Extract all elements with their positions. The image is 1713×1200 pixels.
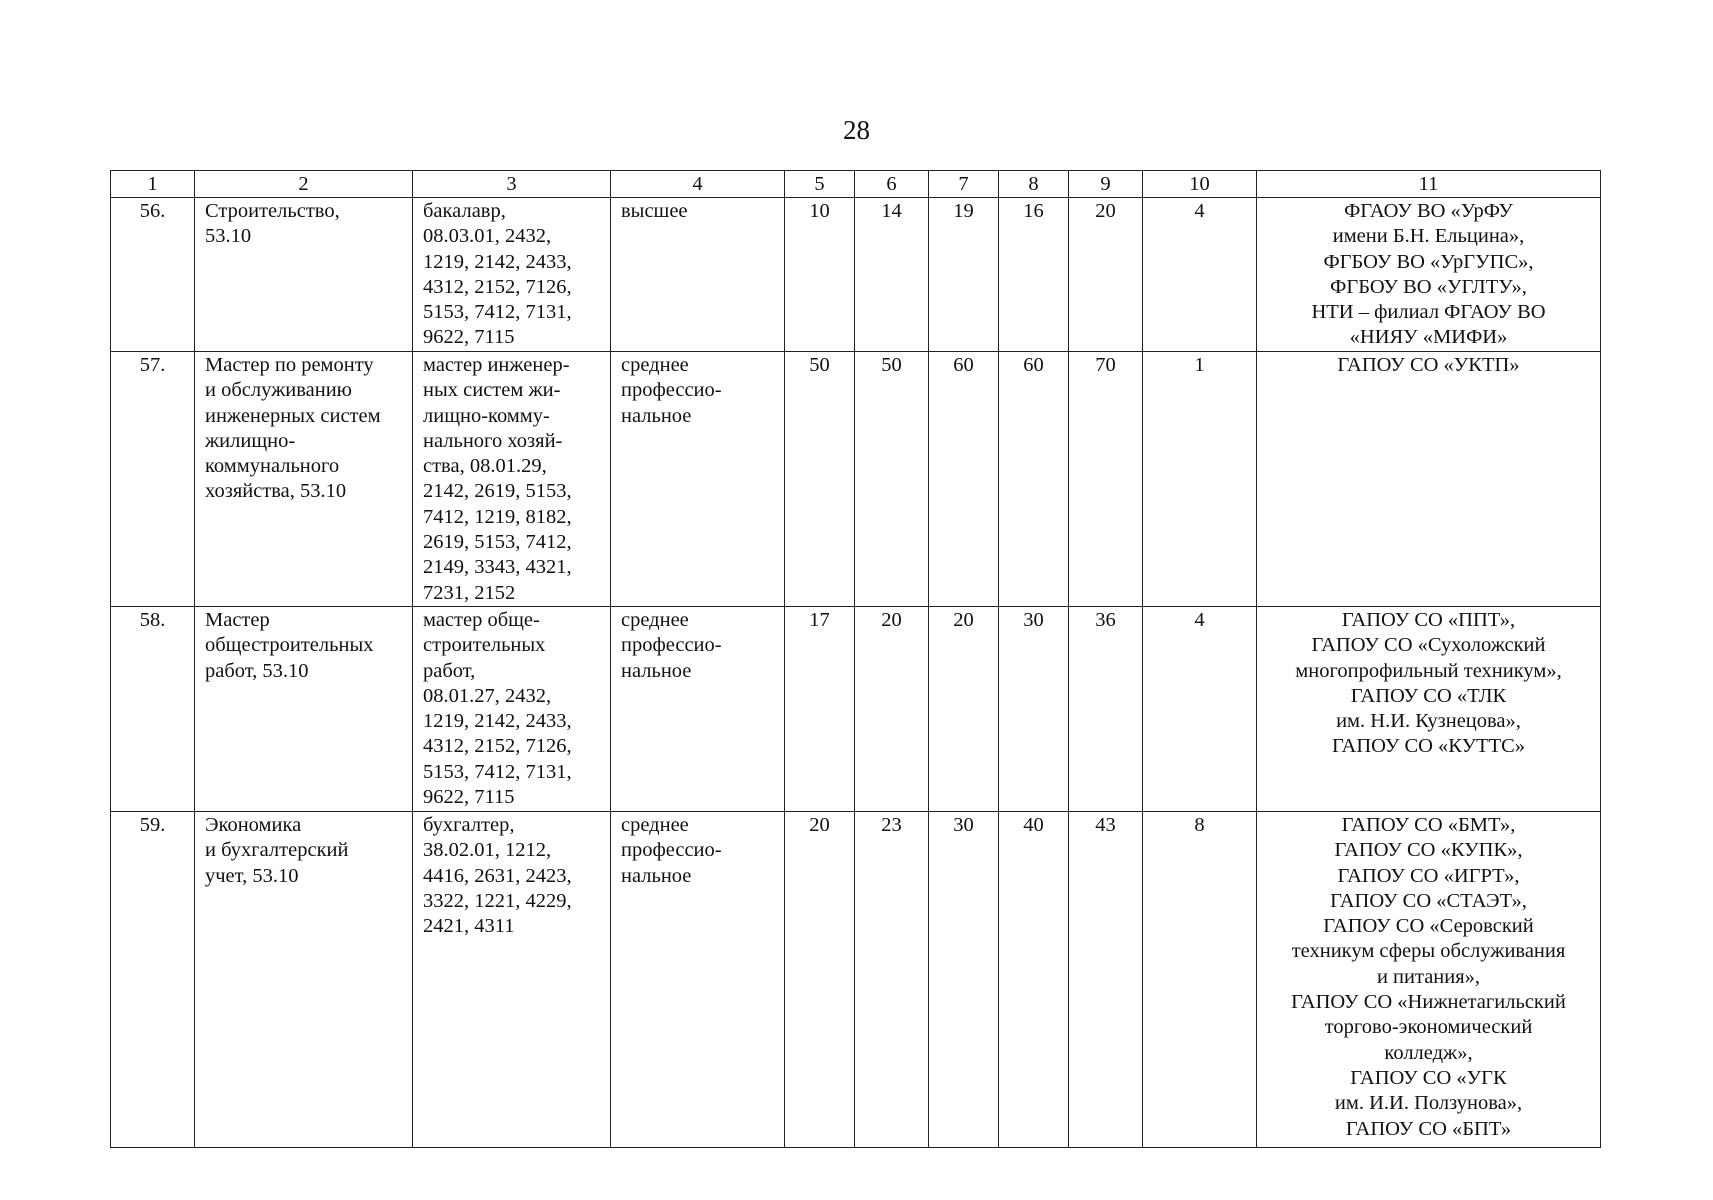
value-cell-9: 70	[1069, 352, 1143, 607]
qualification-cell: бакалавр, 08.03.01, 2432, 1219, 2142, 2433, 4312, 2152, 7126, 5153, 7412, 7131, 9622, 7115	[413, 198, 611, 352]
organizations-cell: ГАПОУ СО «ППТ», ГАПОУ СО «Сухоложский многопрофильный техникум», ГАПОУ СО «ТЛК им. Н.И. Кузнецова», ГАПОУ СО «КУТТС»	[1257, 606, 1601, 811]
header-cell: 3	[413, 171, 611, 198]
specialty-cell: Экономика и бухгалтерский учет, 53.10	[195, 811, 413, 1147]
education-level-cell: среднее профессио- нальное	[611, 352, 785, 607]
specialty-cell: Мастер общестроительных работ, 53.10	[195, 606, 413, 811]
value-cell-7: 30	[929, 811, 999, 1147]
table-row	[111, 352, 1601, 607]
value-cell-5: 50	[785, 352, 855, 607]
qualification-cell: мастер инженер- ных систем жи- лищно-комму- нального хозяй- ства, 08.01.29, 2142, 2619, 5153, 7412, 1219, 8182, 2619, 5153, 7412, 2149, 3343, 4321, 7231, 2152	[413, 352, 611, 607]
value-cell-7: 19	[929, 198, 999, 352]
value-cell-8: 60	[999, 352, 1069, 607]
header-cell: 5	[785, 171, 855, 198]
value-cell-10: 4	[1143, 198, 1257, 352]
value-cell-6: 23	[855, 811, 929, 1147]
value-cell-10: 8	[1143, 811, 1257, 1147]
header-cell: 4	[611, 171, 785, 198]
table-row	[111, 198, 1601, 352]
value-cell-8: 30	[999, 606, 1069, 811]
value-cell-6: 14	[855, 198, 929, 352]
row-number: 59.	[111, 811, 195, 1147]
education-level-cell: среднее профессио- нальное	[611, 811, 785, 1147]
value-cell-5: 17	[785, 606, 855, 811]
education-level-cell: среднее профессио- нальное	[611, 606, 785, 811]
header-row	[111, 171, 1601, 198]
value-cell-8: 40	[999, 811, 1069, 1147]
value-cell-6: 20	[855, 606, 929, 811]
value-cell-6: 50	[855, 352, 929, 607]
header-cell: 1	[111, 171, 195, 198]
header-cell: 2	[195, 171, 413, 198]
header-cell: 8	[999, 171, 1069, 198]
row-number: 58.	[111, 606, 195, 811]
table-row	[111, 606, 1601, 811]
qualification-cell: мастер обще- строительных работ, 08.01.27, 2432, 1219, 2142, 2433, 4312, 2152, 7126, 5153, 7412, 7131, 9622, 7115	[413, 606, 611, 811]
value-cell-7: 60	[929, 352, 999, 607]
header-cell: 11	[1257, 171, 1601, 198]
page-number: 28	[843, 115, 870, 145]
value-cell-5: 20	[785, 811, 855, 1147]
qualification-cell: бухгалтер, 38.02.01, 1212, 4416, 2631, 2423, 3322, 1221, 4229, 2421, 4311	[413, 811, 611, 1147]
specialty-cell: Строительство, 53.10	[195, 198, 413, 352]
specialty-cell: Мастер по ремонту и обслуживанию инженерных систем жилищно- коммунального хозяйства, 53.10	[195, 352, 413, 607]
value-cell-8: 16	[999, 198, 1069, 352]
row-number: 57.	[111, 352, 195, 607]
value-cell-7: 20	[929, 606, 999, 811]
data-table	[110, 170, 1601, 1148]
table-row	[111, 811, 1601, 1147]
value-cell-9: 36	[1069, 606, 1143, 811]
row-number: 56.	[111, 198, 195, 352]
header-cell: 7	[929, 171, 999, 198]
organizations-cell: ФГАОУ ВО «УрФУ имени Б.Н. Ельцина», ФГБОУ ВО «УрГУПС», ФГБОУ ВО «УГЛТУ», НТИ – филиал ФГАОУ ВО «НИЯУ «МИФИ»	[1257, 198, 1601, 352]
education-level-cell: высшее	[611, 198, 785, 352]
value-cell-5: 10	[785, 198, 855, 352]
organizations-cell: ГАПОУ СО «БМТ», ГАПОУ СО «КУПК», ГАПОУ СО «ИГРТ», ГАПОУ СО «СТАЭТ», ГАПОУ СО «Серовский техникум сферы обслуживания и питания», ГАПОУ СО «Нижнетагильский торгово-экономический колледж», ГАПОУ СО «УГК им. И.И. Ползунова», ГАПОУ СО «БПТ»	[1257, 811, 1601, 1147]
value-cell-10: 4	[1143, 606, 1257, 811]
value-cell-9: 43	[1069, 811, 1143, 1147]
organizations-cell: ГАПОУ СО «УКТП»	[1257, 352, 1601, 607]
header-cell: 10	[1143, 171, 1257, 198]
header-cell: 6	[855, 171, 929, 198]
value-cell-9: 20	[1069, 198, 1143, 352]
value-cell-10: 1	[1143, 352, 1257, 607]
header-cell: 9	[1069, 171, 1143, 198]
